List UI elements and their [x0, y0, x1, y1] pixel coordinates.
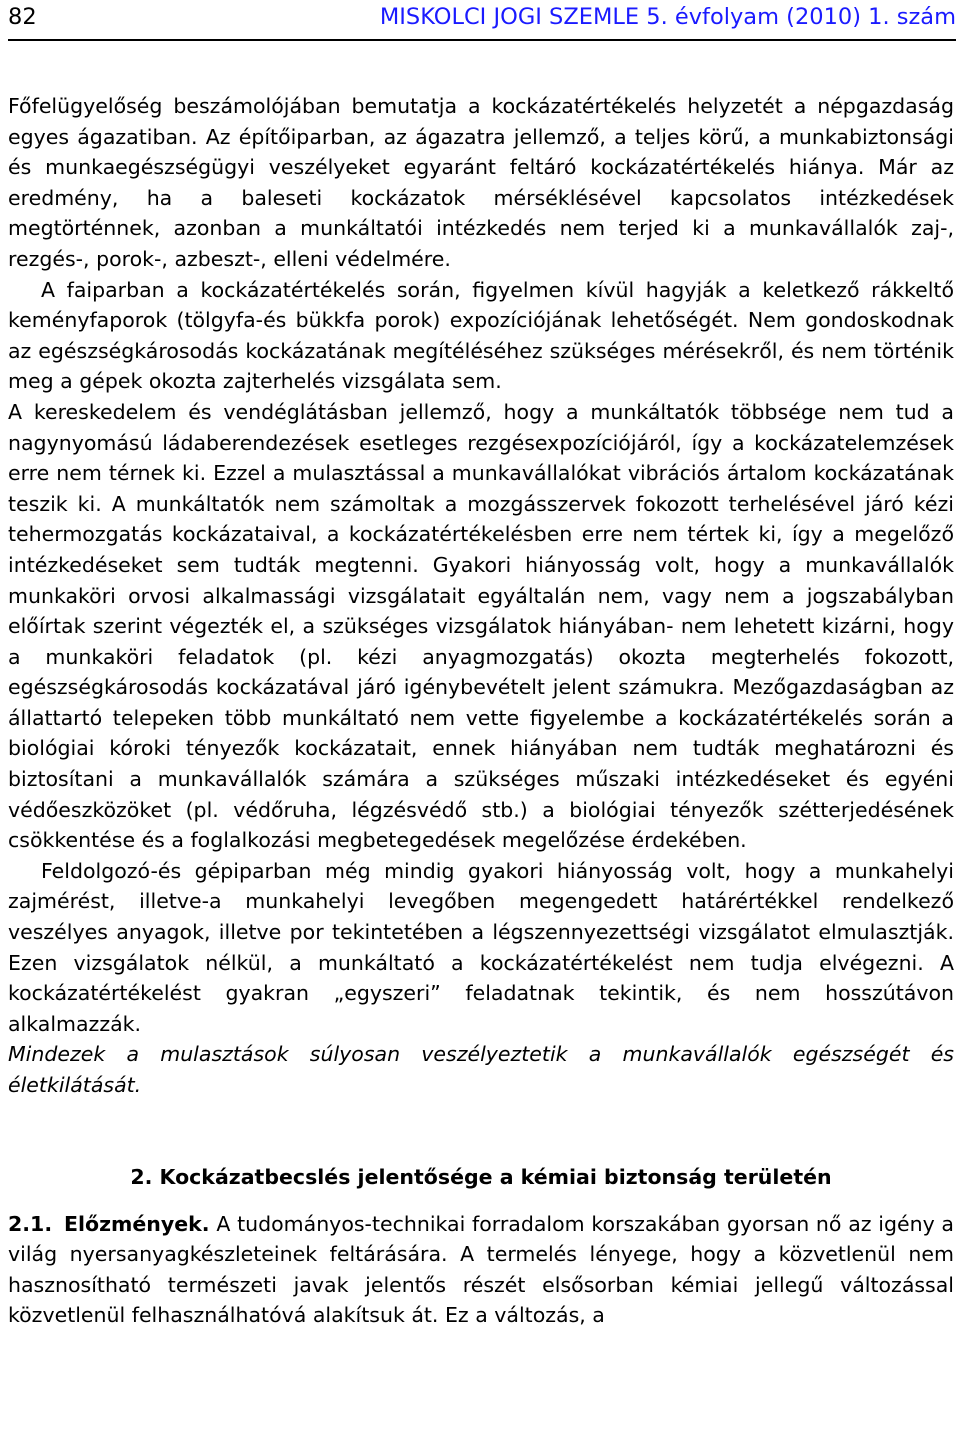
journal-running-title: MISKOLCI JOGI SZEMLE 5. évfolyam (2010) 1. szám	[379, 4, 956, 30]
paragraph-conclusion: Mindezek a mulasztások súlyosan veszélyeztetik a munkavállalók egészségét és életkilátását.	[8, 1042, 954, 1097]
page-body	[8, 91, 954, 1331]
subsection-title: Előzmények.	[64, 1211, 210, 1236]
header-rule	[8, 39, 956, 41]
paragraph-construction-industry: Főfelügyelőség beszámolójában bemutatja a kockázatértékelés helyzetét a népgazdaság egyes ágazatiban. Az építőiparban, az ágazatra jellemző, a teljes körű, a munkabiztonsági és munkaegészségügyi veszélyeket egyaránt feltáró kockázatértékelés hiánya. Már az eredmény, ha a baleseti kockázatok mérséklésével kapcsolatos intézkedések megtörténnek, azonban a munkáltatói intézkedés nem terjed ki a munkavállalók zaj-, rezgés-, porok-, azbeszt-, elleni védelmére.	[8, 94, 954, 271]
section-heading: 2. Kockázatbecslés jelentősége a kémiai biztonság területén	[130, 1164, 832, 1189]
subsection-paragraph	[8, 1209, 954, 1331]
page-number: 82	[8, 4, 37, 30]
subsection-number: 2.1.	[8, 1211, 53, 1236]
page-header	[8, 1, 956, 33]
paragraph-processing-machine-industry: Feldolgozó-és gépiparban még mindig gyakori hiányosság volt, hogy a munkahelyi zajmérést, illetve-a munkahelyi levegőben megengedett határértékkel rendelkező veszélyes anyagok, illetve por tekintetében a légszennyezettségi vizsgálatot elmulasztják. Ezen vizsgálatok nélkül, a munkáltató a kockázatértékelést nem tudja elvégezni. A kockázatértékelést gyakran „egyszeri” feladatnak tekintik, és nem hosszútávon alkalmazzák.	[8, 858, 954, 1036]
paragraph-wood-industry: A faiparban a kockázatértékelés során, figyelmen kívül hagyják a keletkező rákkeltő keményfaporok (tölgyfa-és bükkfa porok) expozíciójának lehetőségét. Nem gondoskodnak az egészségkárosodás kockázatának megítéléséhez szükséges mérésekről, és nem történik meg a gépek okozta zajterhelés vizsgálata sem.	[8, 277, 954, 394]
subsection-text: A tudományos-technikai forradalom korszakában gyorsan nő az igény a világ nyersanyagkészleteinek feltárására. A termelés lényege, hogy a közvetlenül nem hasznosítható természeti javak jelentős részét elsősorban kémiai jellegű változással közvetlenül felhasználhatóvá alakítsuk át. Ez a változás, a	[8, 1211, 954, 1328]
paragraph-commerce-agriculture: A kereskedelem és vendéglátásban jellemző, hogy a munkáltatók többsége nem tud a nagynyomású ládaberendezések esetleges rezgésexpozíciójáról, így a kockázatelemzések erre nem térnek ki. Ezzel a mulasztással a munkavállalókat vibrációs ártalom kockázatának teszik ki. A munkáltatók nem számoltak a mozgásszervek fokozott terhelésével járó kézi tehermozgatás kockázataival, a kockázatértékelésben erre nem tértek ki, így a megelőző intézkedéseket sem tudták megtenni. Gyakori hiányosság volt, hogy a munkavállalók munkaköri orvosi alkalmassági vizsgálatait egyáltalán nem, vagy nem a jogszabályban előírtak szerint végezték el, a szükséges vizsgálatok hiányában- nem lehetett kizárni, hogy a munkaköri feladatok (pl. kézi anyagmozgatás) okozta megterhelés fokozott, egészségkárosodás kockázatával járó igénybevételt jelent számukra. Mezőgazdaságban az állattartó telepeken több munkáltató nem vette figyelembe a kockázatértékelés során a biológiai kóroki tényezők kockázatait, ennek hiányában nem tudták meghatározni és biztosítani a munkavállalók számára a szükséges műszaki intézkedéseket és egyéni védőeszközöket (pl. védőruha, légzésvédő stb.) a biológiai tényezők szétterjedésének csökkentése és a foglalkozási megbetegedések megelőzése érdekében.	[8, 399, 954, 853]
